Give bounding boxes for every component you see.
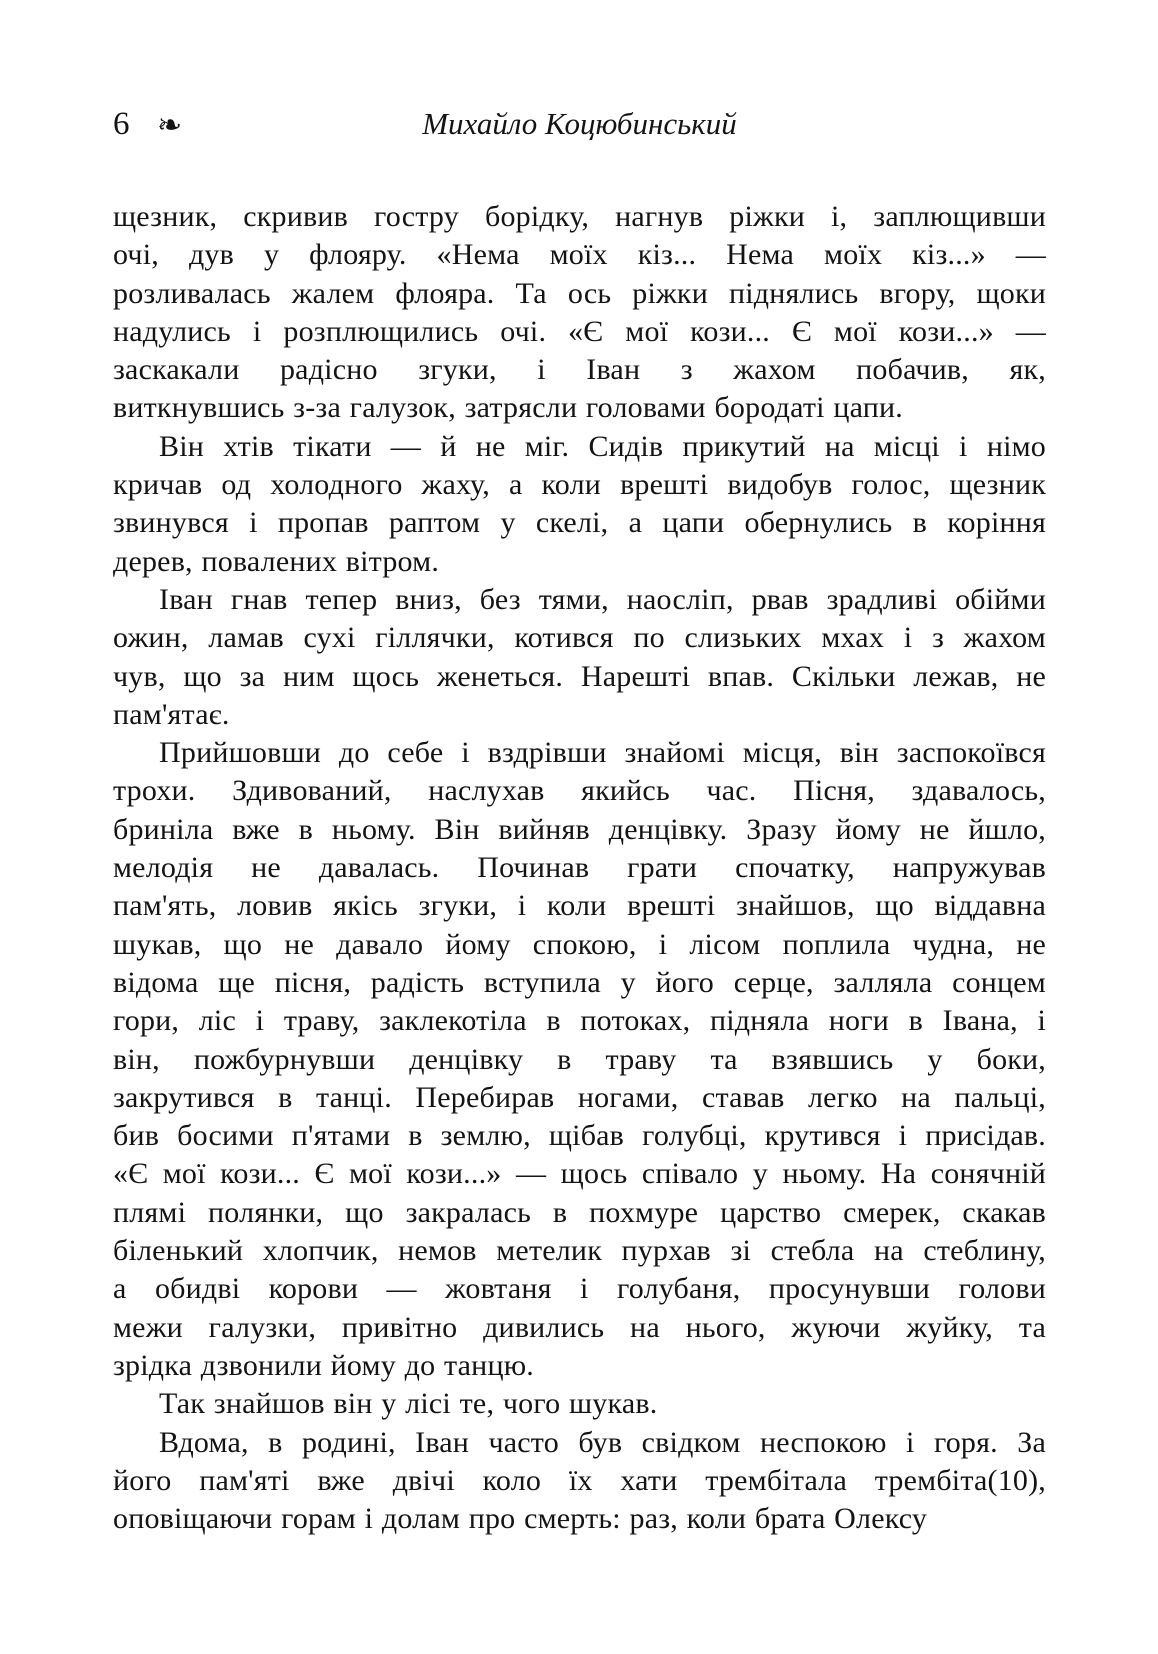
paragraph [113,428,1046,581]
fleuron-icon: ❧ [157,109,183,142]
text-line: трохи. Здивований, наслухав якийсь час. Пісня, здавалось, [113,774,1046,808]
text-line: бив босими п'ятами в землю, щібав голубці, крутився і присідав. [113,1119,1046,1153]
text-line: зрідка дзвонили йому до танцю. [113,1348,535,1382]
text-line: він, пожбурнувши денцівку в траву та взявшись у боки, [113,1042,1046,1076]
text-line: ожин, ламав сухі гіллячки, котився по слизьких мхах і з жахом [113,621,1046,655]
text-line: його пам'яті вже двічі коло їх хати трембітала трембіта(10), [113,1463,1046,1497]
text-line: заскакали радісно згуки, і Іван з жахом побачив, як, [113,353,1046,387]
text-line: пам'ятає. [113,697,230,731]
text-line: виткнувшись з-за галузок, затрясли головами бородаті цапи. [113,391,903,425]
text-line: розливалась жалем флояра. Та ось ріжки піднялись вгору, щоки [113,276,1046,310]
text-line: чув, що за ним щось женеться. Нарешті впав. Скільки лежав, не [113,659,1046,693]
text-line: пам'ять, ловив якісь згуки, і коли врешті знайшов, що віддавна [113,889,1046,923]
text-line: закрутився в танці. Перебирав ногами, ставав легко на пальці, [113,1080,1046,1114]
running-title: Михайло Коцюбинський [422,106,737,141]
text-line: шукав, що не давало йому спокою, і лісом поплила чудна, не [113,927,1046,961]
text-line: Іван гнав тепер вниз, без тями, наосліп, рвав зрадливі обійми [159,582,1046,616]
running-header [113,104,1046,148]
text-line: кричав од холодного жаху, а коли врешті видобув голос, щезник [113,468,1046,502]
text-line: Він хтів тікати — й не міг. Сидів прикутий на місці і німо [159,429,1046,463]
text-line: плямі полянки, що закралась в похмуре царство смерек, скакав [113,1195,1046,1229]
text-line: оповіщаючи горам і долам про смерть: раз, коли брата Олексу [113,1502,928,1536]
text-line: «Є мої кози... Є мої кози...» — щось співало у ньому. На сонячній [113,1157,1046,1191]
paragraph [113,734,1046,1385]
text-line: Вдома, в родині, Іван часто був свідком неспокою і горя. За [159,1425,1046,1459]
text-line: надулись і розплющились очі. «Є мої кози... Є мої кози...» — [113,314,1046,348]
text-line: Прийшовши до себе і вздрівши знайомі місця, він заспокоївся [159,736,1046,770]
text-line: а обидві корови — жовтаня і голубаня, просунувши голови [113,1272,1046,1306]
text-line: біленький хлопчик, немов метелик пурхав зі стебла на стеблину, [113,1234,1046,1268]
paragraph [113,198,1046,428]
text-line: Так знайшов він у лісі те, чого шукав. [159,1387,658,1421]
text-line: відома ще пісня, радість вступила у його серце, залляла сонцем [113,965,1046,999]
paragraph [113,581,1046,734]
text-line: межи галузки, привітно дивились на нього, жуючи жуйку, та [113,1310,1046,1344]
text-line: звинувся і пропав раптом у скелі, а цапи обернулись в коріння [113,506,1046,540]
text-line: дерев, повалених вітром. [113,544,440,578]
paragraph [113,1385,1046,1423]
page-number: 6 [113,106,130,142]
text-line: очі, дув у флояру. «Нема моїх кіз... Нема моїх кіз...» — [113,238,1046,272]
paragraph [113,1424,1046,1539]
text-line: бриніла вже в ньому. Він вийняв денцівку. Зразу йому не йшло, [113,812,1046,846]
text-line: мелодія не давалась. Починав грати спочатку, напружував [113,851,1046,885]
page-body [113,198,1046,1538]
text-line: щезник, скривив гостру борідку, нагнув ріжки і, заплющивши [113,200,1046,233]
text-line: гори, ліс і траву, заклекотіла в потоках, підняла ноги в Івана, і [113,1004,1046,1038]
